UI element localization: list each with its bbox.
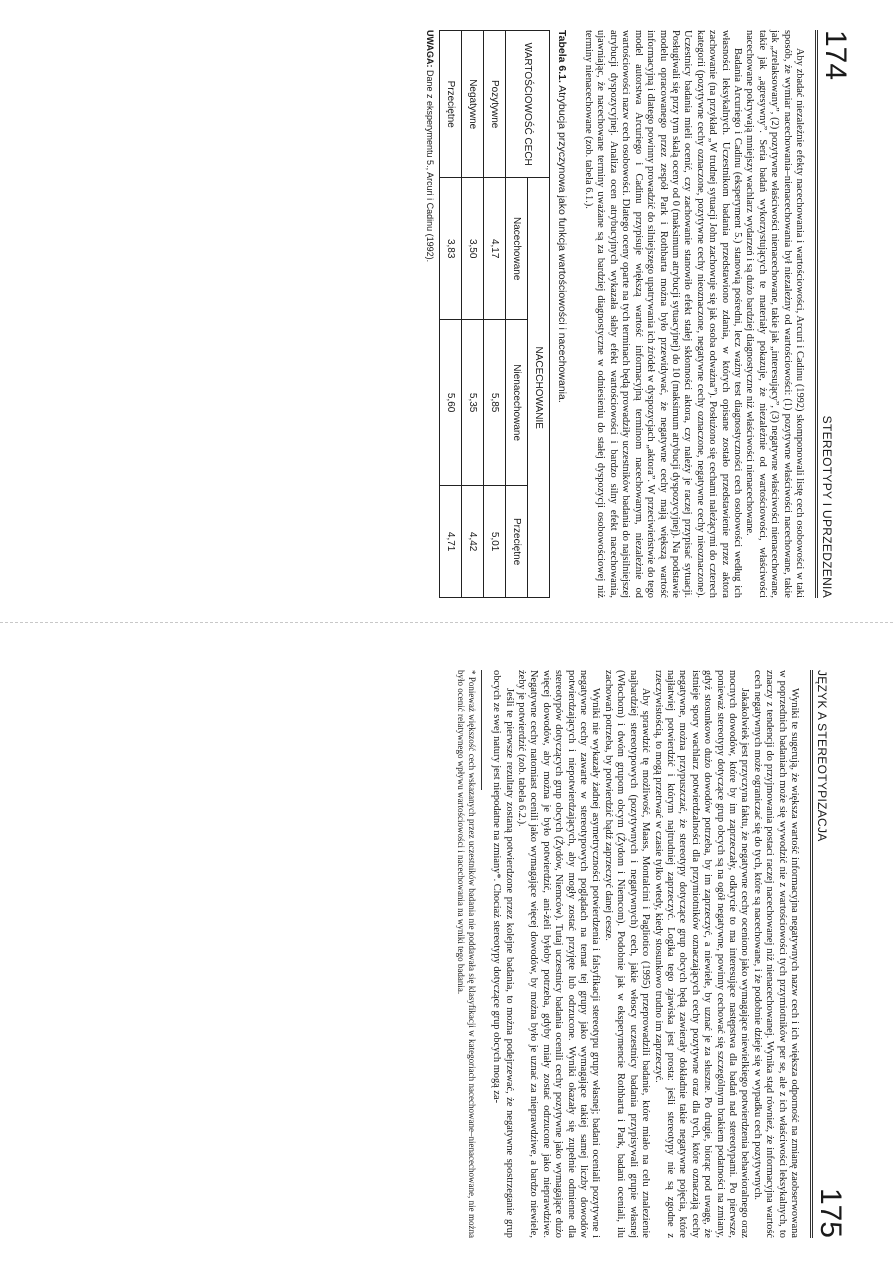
footnote: * Ponieważ większość cech wskazanych przez uczestników badania nie poddawała się klasyfikacji w kategoriach nacechowane–nienacechowane, nie można było ocenić relatywnego wpływu wartościowości i nacechowania na wyniki tego badania. [455,670,477,1238]
row-label: Pozytywne [483,31,505,178]
table-caption [556,30,568,598]
table-cell: 4,42 [461,486,483,598]
running-head [815,30,850,598]
table-row [439,31,461,598]
table-note-label: UWAGA: [424,30,435,68]
page-number: 174 [819,30,852,81]
table-cell: 5,85 [483,319,505,485]
paragraph: Aby zbadać niezależnie efekty nacechowania i wartościowości, Arcuri i Cadinu (1992) skomponowali listę cech osobowości w taki sposób, że wymiar nacechowania–nienacechowania był niezależny od wartościowości: (1) pozytywne właściwości nacechowane, takie jak „zrelaksowany”, (2) pozytywne właściwości nienacechowane, takie jak „interesujący”, (3) negatywne właściwości nienacechowane, takie jak „agresywny”. Seria badań wykorzystujących te materiały pokazuje, że niezależnie od wartościowości, właściwości nacechowane pokrywają mniejszy wachlarz wydarzeń i są dużo bardziej diagnostyczne niż właściwości nienacechowane. [744,30,805,598]
paragraph: Aby sprawdzić tę możliwość, Maass, Montalcini i Pagliotico (1995) przeprowadzili badanie, które miało na celu znalezienie najbardziej stereotypowych (pozytywnych i negatywnych) cech, jakie włoscy uczestnicy badania przypisywali grupie własnej (Włochom) i dwóm grupom obcym (Żydom i Niemcom). Podobnie jak w eksperymencie Rothbarta i Park, badani oceniali, ilu zachowań potrzeba, by potwierdzić bądź zaprzeczyć danej cesze. [602,670,652,1238]
right-page [25,670,845,1238]
table-row [461,31,483,598]
table-cell: 5,60 [439,319,461,485]
table-note [425,30,435,598]
table-caption-text: Atrybucja przyczynowa jako funkcja wartościowości i nacechowania. [555,85,568,403]
paragraph: Wyniki nie wykazały żadnej asymetryczności potwierdzenia i falsyfikacji stereotypu grupy własnej; badani oceniali pozytywne i negatywne cechy zawarte w stereotypowych poglądach na temat tej grupy jako wymagające takiej samej liczby dowodów potwierdzających i niepotwierdzających, aby mogły zostać przyjęte lub odrzucone. Wyniki okazały się zupełnie odmienne dla stereotypów dotyczących grup obcych (Żydów, Niemców). Tutaj uczestnicy badania ocenili cechy pozytywne jako wymagające dużo więcej dowodów, aby można je było potwierdzić, ani-żeli byłoby potrzeba, gdyby miały zostać odrzucone jako nieprawdziwe. Negatywne cechy natomiast ocenili jako wymagające więcej dowodów, by można było je uznać za nieprawdziwe, a bardzo niewiele, żeby je potwierdzić (zob. tabela 6.2.). [516,670,602,1238]
column-header: Nacechowane [505,178,527,320]
table-cell: 5,35 [461,319,483,485]
table-caption-label: Tabela 6.1. [555,30,568,83]
table-row [483,31,505,598]
row-label: Przeciętne [439,31,461,178]
paragraph: Badania Arcuriego i Cadinu (eksperyment 5.) stanowią pośredni, lecz ważny test diagnostyczności cech osobowości według ich własności leksykalnych. Uczestnikom badania przedstawiono zdania, w których opisane zostało przedstawienie przez aktora zachowanie (na przykład „W trudnej sytuacji John zachowuje się jak osoba odważna”). Posłużono się cechami należącymi do czterech kategorii (pozytywne cechy oznaczone, pozytywne cechy nieoznaczone, negatywne cechy oznaczone, negatywne cechy nieoznaczone). Uczestnicy badania mieli ocenić, czy zachowanie stanowiło efekt stałej skłonności aktora, czy należy je raczej przypisać sytuacji. Posługiwali się przy tym skalą oceny od 0 (maksimum atrybucji sytuacyjnej) do 10 (maksimum atrybucji dyspozycyjnej). Na podstawie modelu opracowanego przez zespół Park i Rothbarta można było przewidywać, że negatywne cechy mają większą wartość informacyjną i dlatego powinny prowadzić do silniejszego upatrywania ich źródeł w dyspozycjach „aktora”. W przeciwieństwie do tego model autorstwa Arcuriego i Cadinu przypisuje większą wartość informacyjną terminom nacechowanym, niezależnie od wartościowości nazw cech osobowości. Dlatego oceny oparte na tych terminach będą prowadziły uczestników badania do najsilniejszej atrybucji dyspozycyjnej. Analiza ocen atrybucyjnych wykazała słaby efekt wartościowości i bardzo silny efekt nacechowania, ujawniając, że nacechowane terminy uważane są za bardziej diagnostyczne w odniesieniu do stałej dyspozycji osobowościowej niż terminy nienacechowane (zob. tabela 6.1.). [583,30,743,598]
paragraph: Jakakolwiek jest przyczyna faktu, że negatywne cechy oceniono jako wymagające niewielkiego potwierdzenia behawioralnego oraz mocnych dowodów, które by im zaprzeczały, odkrycie to ma interesujące następstwa dla badań nad stereotypami. Po pierwsze, ponieważ stereotypy dotyczące grup obcych są na ogół negatywne, powinny cechować się szczególnym brakiem podatności na zmiany, gdyż stosunkowo dużo dowodów potrzeba, by im zaprzeczyć, a niewiele, by uznać je za słuszne. Po drugie, biorąc pod uwagę, że istnieje spory wachlarz potwierdzalności dla przymiotników oznaczających cechy pozytywne oraz dla tych, które oznaczają cechy negatywne, można przypuszczać, że stereotypy dotyczące grup obcych będą zawierały dokładnie takie negatywne pojęcia, które najłatwiej potwierdzić i którym najtrudniej zaprzeczyć. Logika tego zjawiska jest prosta: jeśli stereotypy nie są zgodne z rzeczywistością, to mogą przetrwać w czasie tylko wtedy, kiedy stosunkowo trudno im zaprzeczyć. [652,670,751,1238]
table-cell: 3,83 [439,178,461,320]
running-title: STEREOTYPY I UPRZEDZENIA [820,415,834,598]
running-title: JĘZYK A STEREOTYPIZACJA [815,670,829,842]
column-header: Przeciętne [505,486,527,598]
table-note-text: Dane z eksperymentu 5., Arcuri i Cadinu (1992). [424,70,435,263]
page-divider [0,622,893,623]
table-cell: 5,01 [483,486,505,598]
group-header: NACECHOWANIE [527,178,549,598]
results-table [439,30,550,598]
paragraph: Jeśli te pierwsze rezultaty zostaną potwierdzone przez kolejne badania, to można podejrzewać, że negatywne spostrzeganie grup obcych ze swej natury jest niepodatne na zmiany*. Chociaż stereotypy dotyczące grup obcych mogą za- [491,670,515,1238]
left-page [30,30,850,598]
footnote-separator [481,670,482,790]
paragraph: Wyniki te sugerują, że większa wartość informacyjna negatywnych nazw cech i ich większa odporność na zmianę zaobserwowana w poprzednich badaniach może się wywodzić nie z wartościowości tych przymiotników per se, ale z ich właściwości leksykalnych, to znaczy z tendencji do przyjmowania postaci raczej nacechowanej niż nienacechowanej. Wynika stąd również, że informacyjna wartość cech negatywnych może ograniczać się do tych, które są nacechowane, i że podobnie dzieje się w wypadku cech pozytywnych. [751,670,800,1238]
corner-header: WARTOŚCIOWOŚĆ CECH [505,31,549,178]
page-number: 175 [814,1187,847,1238]
row-label: Negatywne [461,31,483,178]
table-cell: 4,17 [483,178,505,320]
table-cell: 4,71 [439,486,461,598]
column-header: Nienacechowane [505,319,527,485]
running-head [810,670,845,1238]
table-cell: 3,50 [461,178,483,320]
